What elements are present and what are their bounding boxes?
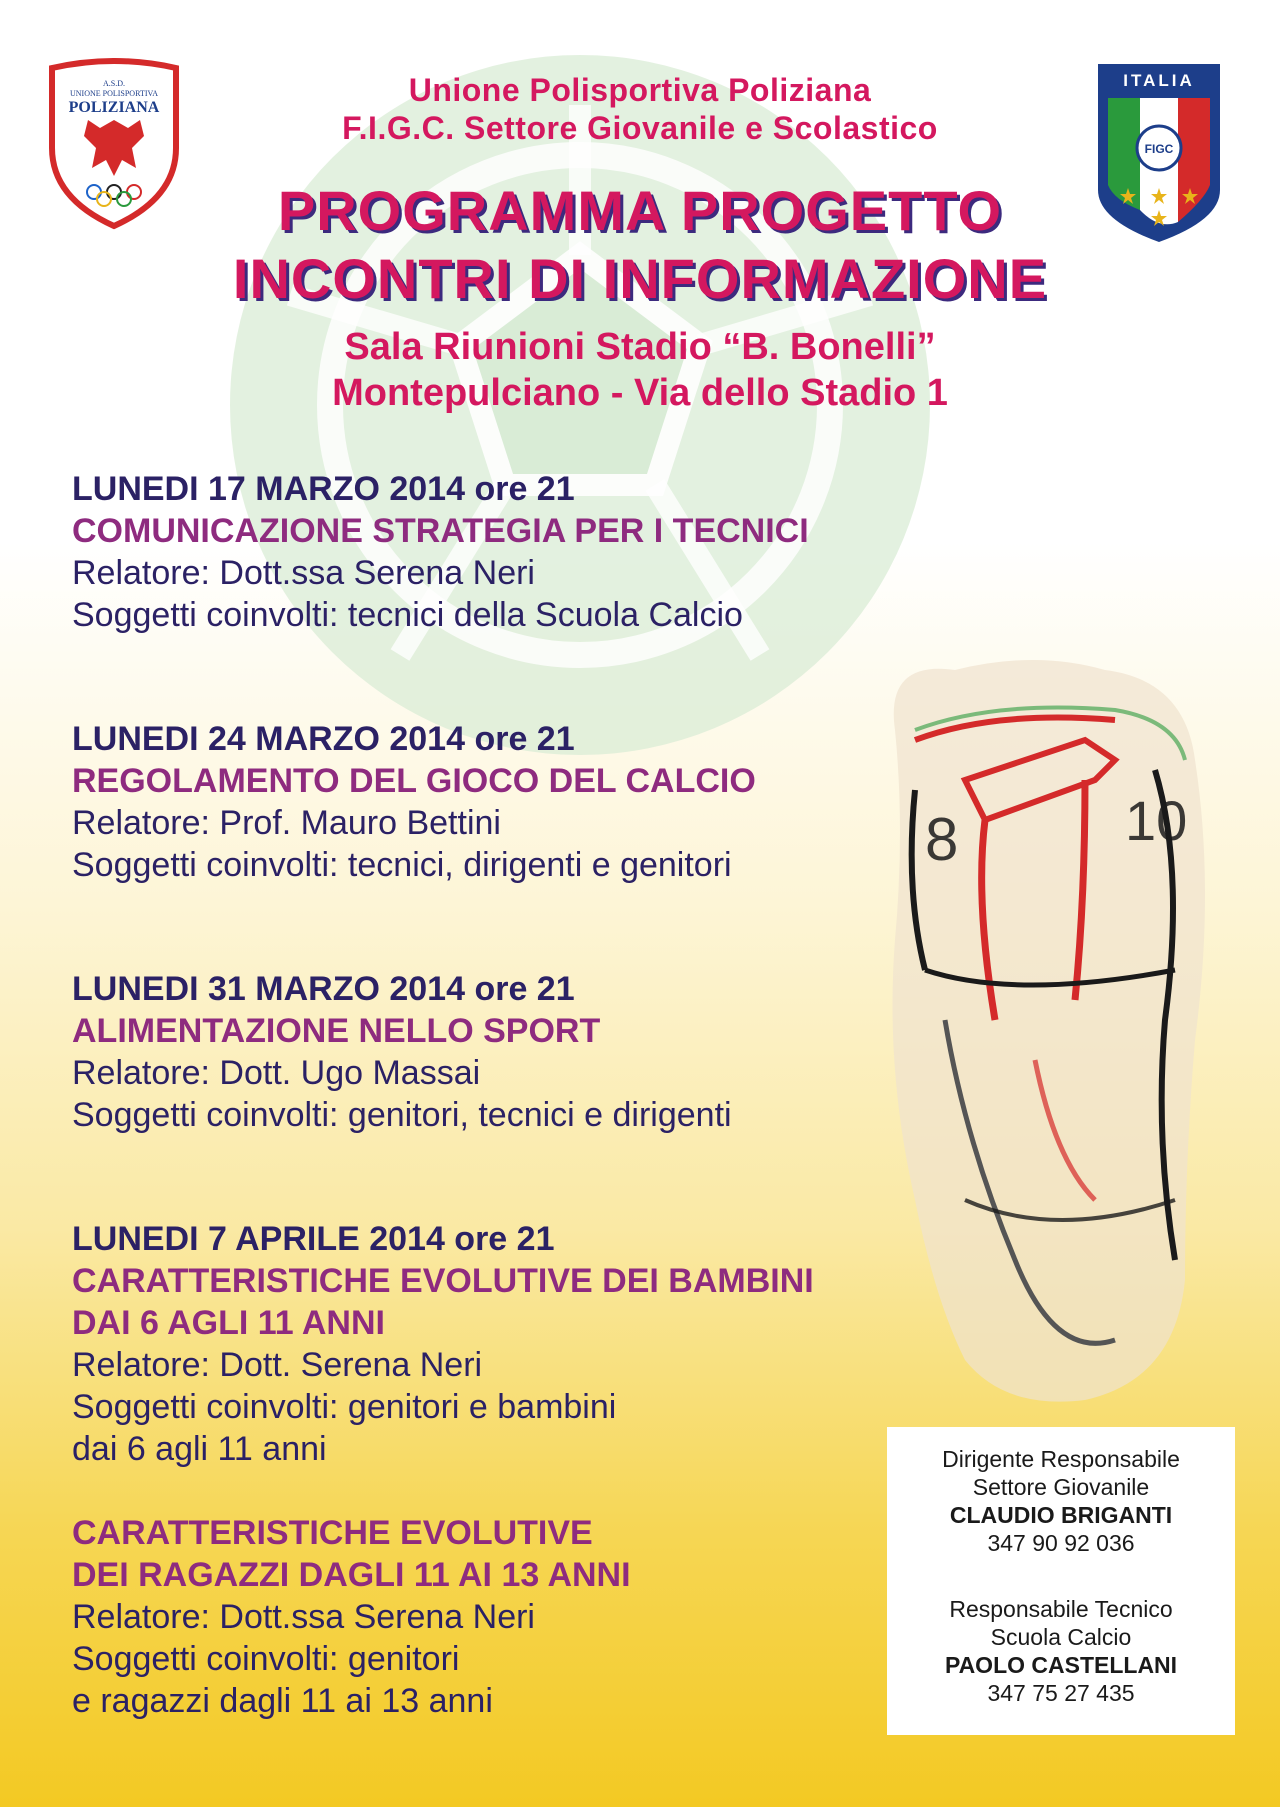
- contact-director: [887, 1427, 1235, 1557]
- event-date: LUNEDI 31 MARZO 2014 ore 21: [72, 970, 575, 1008]
- event-audience-continued: dai 6 agli 11 anni: [72, 1430, 327, 1468]
- contact-name: CLAUDIO BRIGANTI: [949, 1502, 1173, 1528]
- event-date: LUNEDI 24 MARZO 2014 ore 21: [72, 720, 575, 758]
- event-date: LUNEDI 7 APRILE 2014 ore 21: [72, 1220, 555, 1258]
- contact-technical: [887, 1557, 1235, 1707]
- event-audience: Soggetti coinvolti: genitori, tecnici e dirigenti: [72, 1096, 732, 1134]
- event-topic: ALIMENTAZIONE NELLO SPORT: [72, 1012, 601, 1050]
- event-5: [72, 1512, 952, 1722]
- event-audience-continued: e ragazzi dagli 11 ai 13 anni: [72, 1682, 493, 1720]
- event-1: [72, 468, 952, 636]
- event-audience: Soggetti coinvolti: genitori: [72, 1640, 460, 1678]
- logo-right-top: ITALIA: [1123, 71, 1195, 90]
- event-topic: REGOLAMENTO DEL GIOCO DEL CALCIO: [72, 762, 756, 800]
- event-speaker: Relatore: Dott.ssa Serena Neri: [72, 1598, 535, 1636]
- event-audience: Soggetti coinvolti: genitori e bambini: [72, 1388, 617, 1426]
- contact-name: PAOLO CASTELLANI: [944, 1652, 1178, 1678]
- event-topic: COMUNICAZIONE STRATEGIA PER I TECNICI: [72, 512, 809, 550]
- event-topic-continued: DAI 6 AGLI 11 ANNI: [72, 1304, 385, 1342]
- event-3: [72, 968, 952, 1136]
- org-name: Unione Polisportiva Poliziana: [408, 72, 872, 108]
- event-topic: CARATTERISTICHE EVOLUTIVE: [72, 1514, 593, 1552]
- event-audience: Soggetti coinvolti: tecnici, dirigenti e genitori: [72, 846, 732, 884]
- contact-role: Dirigente Responsabile: [942, 1446, 1180, 1472]
- venue-address: Montepulciano - Via dello Stadio 1: [332, 372, 948, 414]
- svg-text:10: 10: [1125, 789, 1188, 852]
- event-4: [72, 1218, 952, 1470]
- logo-left-line1: A.S.D.: [102, 79, 126, 88]
- contact-role-continued: Settore Giovanile: [972, 1474, 1150, 1500]
- event-topic-continued: DEI RAGAZZI DAGLI 11 AI 13 ANNI: [72, 1556, 631, 1594]
- event-2: [72, 718, 952, 886]
- event-speaker: Relatore: Prof. Mauro Bettini: [72, 804, 501, 842]
- event-speaker: Relatore: Dott. Serena Neri: [72, 1346, 483, 1384]
- logo-left-line2: UNIONE POLISPORTIVA: [69, 89, 159, 98]
- contact-role: Responsabile Tecnico: [949, 1596, 1173, 1622]
- org-subtitle: F.I.G.C. Settore Giovanile e Scolastico: [342, 110, 938, 146]
- page-title-line2: INCONTRI DI INFORMAZIONE: [232, 247, 1048, 310]
- logo-right-badge: FIGC: [1144, 142, 1174, 156]
- logo-left-line3: POLIZIANA: [68, 99, 160, 116]
- event-topic: CARATTERISTICHE EVOLUTIVE DEI BAMBINI: [72, 1262, 814, 1300]
- svg-text:8: 8: [925, 806, 959, 873]
- page-title-line1: PROGRAMMA PROGETTO: [277, 179, 1003, 242]
- event-audience: Soggetti coinvolti: tecnici della Scuola Calcio: [72, 596, 743, 634]
- contact-phone: 347 90 92 036: [987, 1530, 1135, 1556]
- event-speaker: Relatore: Dott.ssa Serena Neri: [72, 554, 535, 592]
- venue-name: Sala Riunioni Stadio “B. Bonelli”: [344, 326, 936, 368]
- contact-phone: 347 75 27 435: [987, 1680, 1135, 1706]
- contact-box: [887, 1427, 1235, 1735]
- event-date: LUNEDI 17 MARZO 2014 ore 21: [72, 470, 575, 508]
- contact-role-continued: Scuola Calcio: [990, 1624, 1132, 1650]
- event-speaker: Relatore: Dott. Ugo Massai: [72, 1054, 481, 1092]
